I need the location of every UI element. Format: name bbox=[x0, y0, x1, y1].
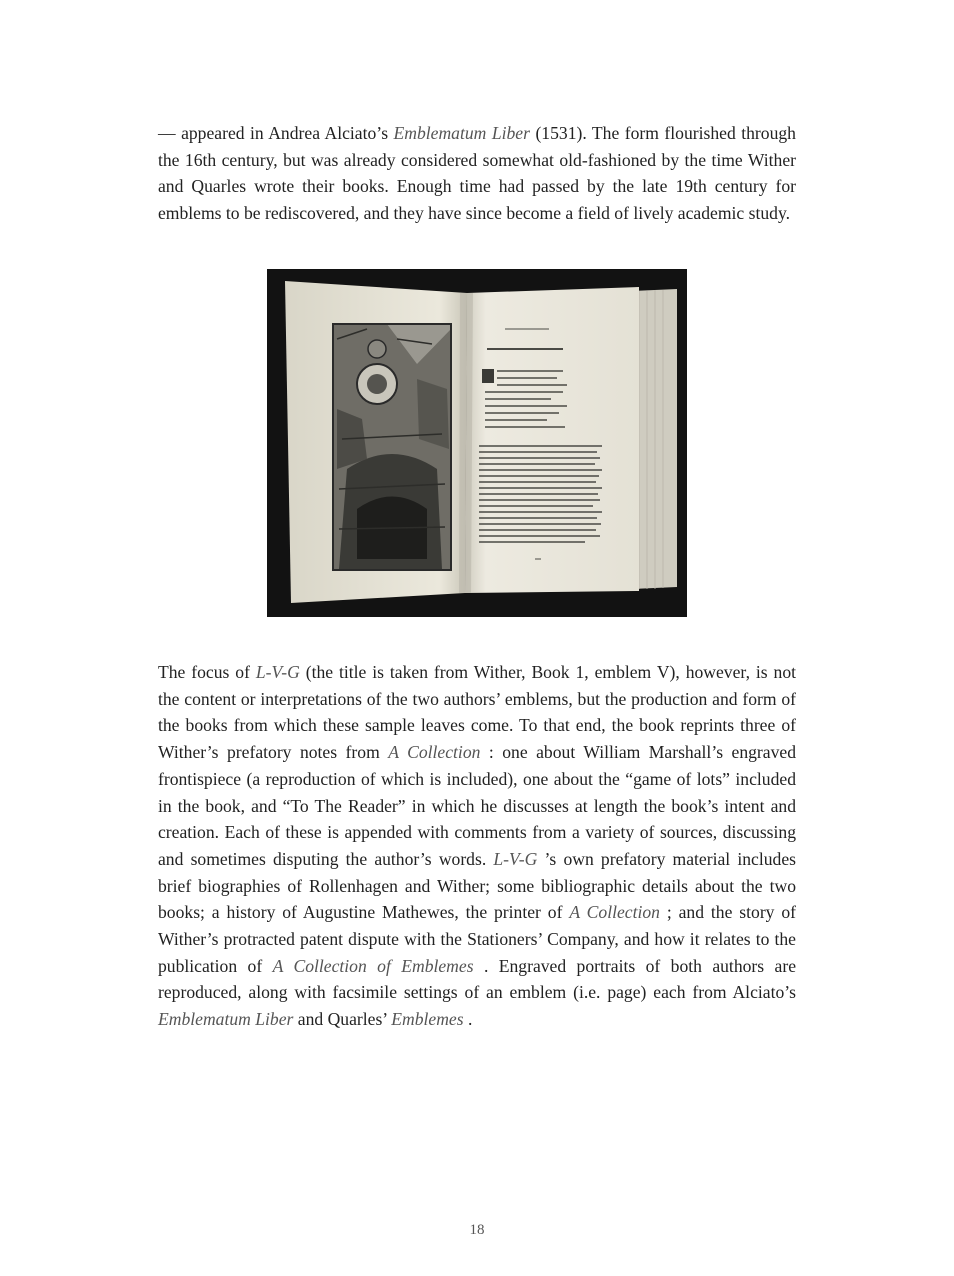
paragraph-alciato bbox=[158, 120, 796, 227]
italic-title: Emblemes bbox=[391, 1009, 464, 1030]
text-run: and Quarles’ bbox=[293, 1009, 392, 1030]
paragraph-lvg-focus bbox=[158, 659, 796, 1033]
book-photograph bbox=[267, 269, 687, 617]
text-run: (the title is taken from Wither, Book 1, emblem V), however, is not the content or interpretations of the two authors’ emblems, but the production and form of the books from which these sample leaves come. To that end, the book reprints three of Wither’s prefatory notes from bbox=[158, 662, 796, 763]
text-run: . bbox=[463, 1009, 473, 1030]
text-run: — appeared in Andrea Alciato’s bbox=[158, 123, 394, 143]
italic-title: A Collection bbox=[569, 902, 660, 923]
italic-title: A Collection bbox=[388, 742, 481, 763]
text-run: . Engraved portraits of both authors are reproduced, along with facsimile settings of an emblem (i.e. page) each from Alciato’s bbox=[158, 955, 796, 1003]
italic-title: A Collection of Emblemes bbox=[272, 955, 474, 976]
text-run: ’s own prefatory material includes brief biographies of Rollenhagen and Wither; some bibliographic details about the two books; a history of Augustine Mathewes, the printer of bbox=[158, 848, 796, 923]
text-run: (1531). The form flourished through the 16th century, but was already considered somewhat old-fashioned by the time Wither and Quarles wrote their books. Enough time had passed by the late 19th century for emblems to be rediscovered, and they have since become a field of lively academic study. bbox=[158, 123, 796, 224]
page-number: 18 bbox=[469, 1222, 485, 1238]
italic-title: Emblematum Liber bbox=[393, 123, 530, 143]
text-run: ; and the story of Wither’s protracted patent dispute with the Stationers’ Company, and how it relates to the publication of bbox=[158, 902, 797, 976]
text-run: The focus of bbox=[158, 662, 256, 682]
italic-title: L-V-G bbox=[493, 848, 538, 869]
right-page bbox=[465, 287, 639, 593]
italic-title: Emblematum Liber bbox=[158, 1009, 294, 1030]
engraved-frontispiece bbox=[333, 324, 451, 570]
text-run: : one about William Marshall’s engraved frontispiece (a reproduction of which is included), one about the “game of lots” included in the book, and “To The Reader” in which he discusses at length the book’s intent and creation. Each of these is appended with comments from a variety of sources, discussing and sometimes disputing the author’s words. bbox=[158, 742, 796, 869]
italic-title: L-V-G bbox=[255, 662, 300, 682]
